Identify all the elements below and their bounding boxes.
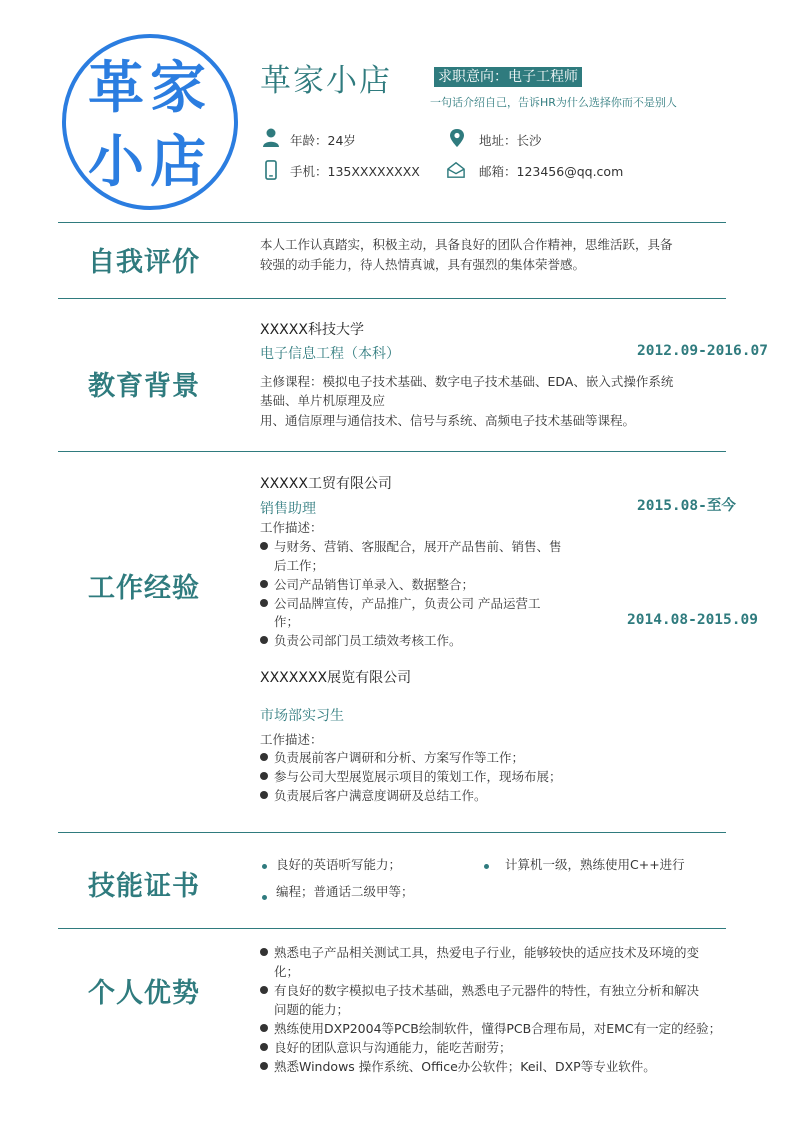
self-eval-line1: 本人工作认真踏实，积极主动，具备良好的团队合作精神，思维活跃，具备: [260, 237, 673, 252]
major: 电子信息工程（本科）: [260, 346, 400, 362]
work-desc-label: 工作描述：: [260, 520, 323, 535]
bullet-dot-icon: [260, 948, 268, 956]
phone-info: 手机：135XXXXXXXX: [290, 164, 420, 179]
advantage-bullet-cont: 问题的能力；: [274, 1002, 350, 1017]
advantage-bullet: 良好的团队意识与沟通能力，能吃苦耐劳；: [260, 1038, 512, 1057]
school-name: XXXXX科技大学: [260, 322, 364, 338]
advantage-bullet: 熟悉电子产品相关测试工具，热爱电子行业，能够较快的适应技术及环境的变: [260, 943, 699, 962]
work-bullet-cont: 后工作；: [274, 558, 325, 573]
person-icon: [262, 128, 280, 148]
bullet-dot-icon: [260, 1062, 268, 1070]
bullet-dot-icon: [260, 753, 268, 761]
applicant-name: 革家小店: [260, 63, 392, 99]
job-date: 2014.08-2015.09: [627, 612, 758, 628]
skill-item: 编程；普通话二级甲等；: [276, 884, 414, 899]
address-info: 地址：长沙: [479, 133, 542, 148]
divider: [58, 298, 726, 299]
bullet-dot-icon: [260, 636, 268, 644]
work-bullet: 与财务、营销、客服配合，展开产品售前、销售、售: [260, 537, 562, 556]
section-title-education: 教育背景: [88, 371, 200, 402]
logo-text-line2: 小店: [88, 129, 212, 195]
bullet-dot-icon: [260, 599, 268, 607]
bullet-dot-icon: [260, 772, 268, 780]
section-title-skills: 技能证书: [88, 871, 200, 902]
work-bullet: 参与公司大型展览展示项目的策划工作，现场布展；: [260, 767, 562, 786]
work-bullet: 负责展后客户满意度调研及总结工作。: [260, 786, 487, 805]
education-date: 2012.09-2016.07: [637, 343, 768, 359]
advantage-bullet: 有良好的数字模拟电子技术基础，熟悉电子元器件的特性，有独立分析和解决: [260, 981, 699, 1000]
job-role: 市场部实习生: [260, 708, 344, 724]
job-date: 2015.08-至今: [637, 498, 736, 514]
course-line3: 用、通信原理与通信技术、信号与系统、高频电子技术基础等课程。: [260, 413, 636, 428]
skill-bullet-icon: [484, 864, 489, 869]
self-eval-line2: 较强的动手能力，待人热情真诚，具有强烈的集体荣誉感。: [260, 257, 586, 272]
company-name: XXXXX工贸有限公司: [260, 476, 392, 492]
bullet-dot-icon: [260, 1043, 268, 1051]
company-name: XXXXXXX展览有限公司: [260, 670, 412, 686]
section-title-work: 工作经验: [88, 573, 200, 604]
age-info: 年龄：24岁: [290, 133, 356, 148]
bullet-dot-icon: [260, 986, 268, 994]
bullet-dot-icon: [260, 1024, 268, 1032]
work-bullet-cont: 作；: [274, 614, 300, 629]
job-role: 销售助理: [260, 501, 316, 517]
divider: [58, 928, 726, 929]
divider: [58, 451, 726, 452]
mail-icon: [447, 160, 465, 180]
work-bullet: 公司产品销售订单录入、数据整合；: [260, 575, 474, 594]
skill-bullet-icon: [262, 864, 267, 869]
bullet-dot-icon: [260, 542, 268, 550]
email-info: 邮箱：123456@qq.com: [479, 164, 624, 179]
logo-text-line1: 革家: [88, 55, 212, 121]
divider: [58, 222, 726, 223]
skill-item: 计算机一级，熟练使用C++进行: [505, 857, 685, 872]
work-bullet: 公司品牌宣传，产品推广，负责公司 产品运营工: [260, 594, 540, 613]
course-line1: 主修课程：模拟电子技术基础、数字电子技术基础、EDA、嵌入式操作系统: [260, 374, 674, 389]
bullet-dot-icon: [260, 791, 268, 799]
course-line2: 基础、单片机原理及应: [260, 393, 386, 408]
skill-bullet-icon: [262, 895, 267, 900]
advantage-bullet: 熟悉Windows 操作系统、Office办公软件；Keil、DXP等专业软件。: [260, 1057, 656, 1076]
work-bullet: 负责展前客户调研和分析、方案写作等工作；: [260, 748, 524, 767]
advantage-bullet-cont: 化；: [274, 964, 300, 979]
divider: [58, 832, 726, 833]
section-title-advantages: 个人优势: [88, 978, 200, 1009]
section-title-self-eval: 自我评价: [88, 247, 200, 278]
job-intent-badge: 求职意向：电子工程师: [434, 67, 582, 87]
location-pin-icon: [448, 128, 466, 148]
work-desc-label: 工作描述：: [260, 732, 323, 747]
slogan: 一句话介绍自己，告诉HR为什么选择你而不是别人: [430, 96, 677, 109]
bullet-dot-icon: [260, 580, 268, 588]
phone-icon: [262, 160, 280, 180]
skill-item: 良好的英语听写能力；: [276, 857, 402, 872]
advantage-bullet: 熟练使用DXP2004等PCB绘制软件，懂得PCB合理布局，对EMC有一定的经验；: [260, 1019, 721, 1038]
logo-seal: [62, 34, 238, 210]
work-bullet: 负责公司部门员工绩效考核工作。: [260, 631, 462, 650]
